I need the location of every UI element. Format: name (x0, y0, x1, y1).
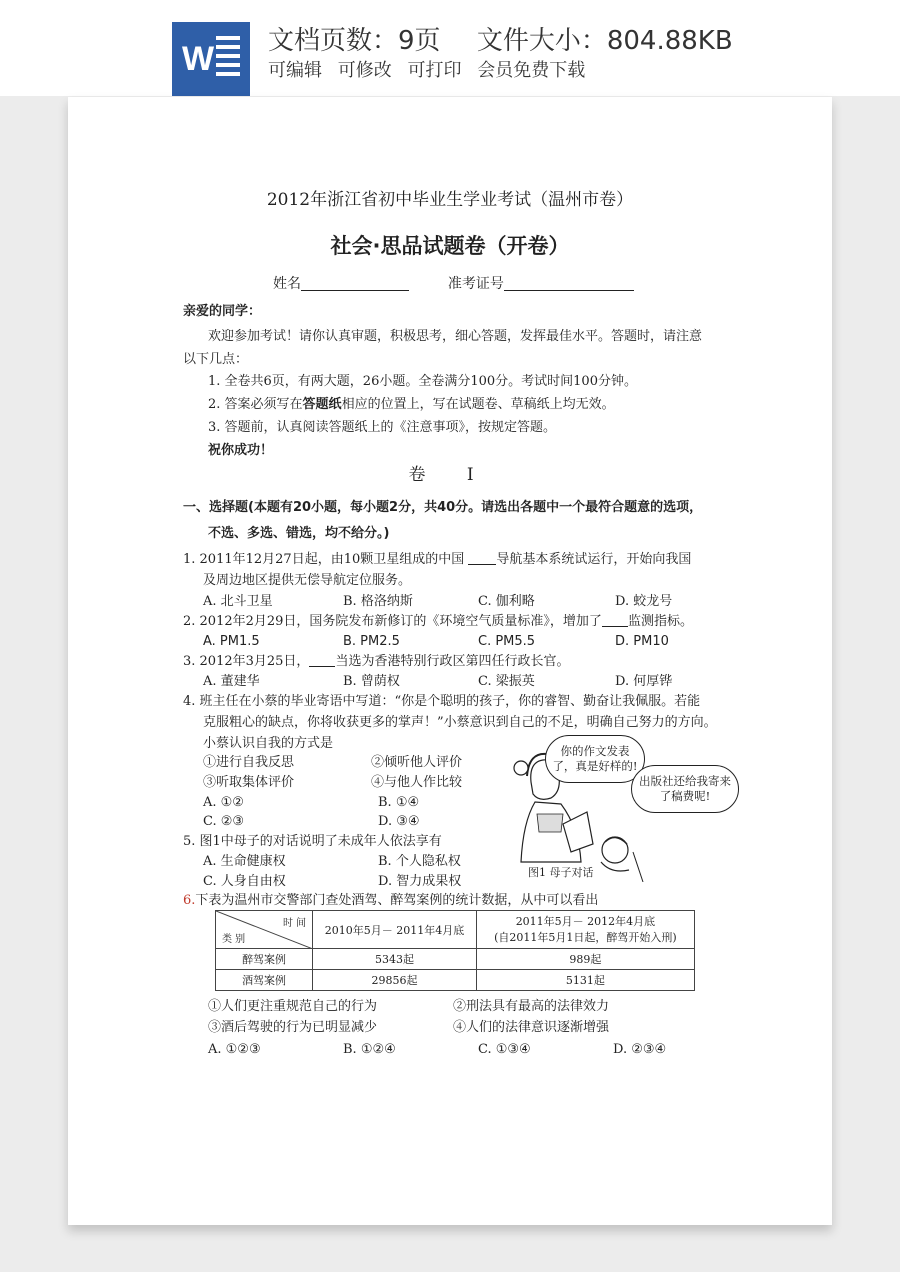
row-label: 醉驾案例 (216, 949, 313, 970)
q4-stem-3: 小蔡认识自我的方式是 (203, 736, 334, 751)
q6-item-4: ④人们的法律意识逐渐增强 (453, 1020, 610, 1035)
file-size: 文件大小：804.88KB (476, 26, 733, 56)
table-col1-header: 2010年5月－ 2011年4月底 (313, 911, 477, 949)
q4-stem-1: 4. 班主任在小蔡的毕业寄语中写道：“你是个聪明的孩子，你的睿智、勤奋让我佩服。若能 (183, 694, 701, 709)
row-value-2: 989起 (476, 949, 694, 970)
table-row (216, 949, 695, 970)
q6-option-a: A. ①②③ (208, 1042, 261, 1057)
q3-blank (309, 654, 335, 667)
feature-printable: 可打印 (407, 60, 462, 81)
speech-bubble-mother: 你的作文发表了，真是好样的! (545, 735, 645, 783)
figure-caption: 图1 母子对话 (528, 866, 594, 879)
q1-text-b: 导航基本系统试运行，开始向我国 (496, 552, 692, 567)
name-blank (301, 276, 409, 291)
feature-editable: 可编辑 (268, 60, 322, 81)
feature-free-download: 会员免费下载 (477, 60, 586, 81)
q4-option-b: B. ①④ (378, 795, 420, 810)
row-value-1: 29856起 (313, 970, 477, 991)
table-row (216, 970, 695, 991)
col2-header-line1: 2011年5月－ 2012年4月底 (515, 914, 656, 928)
q2-option-c: C. PM5.5 (478, 634, 536, 649)
q4-option-c: C. ②③ (203, 814, 245, 829)
q4-item-1: ①进行自我反思 (203, 755, 295, 770)
q4-option-a: A. ①② (203, 795, 244, 810)
corner-category-label: 类 别 (222, 934, 246, 945)
q6-option-c: C. ①③④ (478, 1042, 531, 1057)
q5-option-d: D. 智力成果权 (378, 874, 462, 889)
drunk-driving-table (215, 910, 695, 991)
q2-option-b: B. PM2.5 (343, 634, 400, 649)
section-heading: 卷 Ⅰ (408, 465, 492, 485)
document-page (68, 97, 832, 1225)
page-count: 文档页数：9页 (268, 26, 441, 56)
feature-modifiable: 可修改 (337, 60, 392, 81)
q1-stem (183, 551, 691, 568)
q3-option-b: B. 曾荫权 (343, 674, 400, 689)
q1-option-d: D. 蛟龙号 (615, 594, 673, 609)
q4-item-3: ③听取集体评价 (203, 775, 295, 790)
q2-text-a: 2. 2012年2月29日，国务院发布新修订的《环境空气质量标准》，增加了 (183, 614, 602, 629)
good-luck: 祝你成功！ (208, 443, 274, 458)
q1-option-c: C. 伽利略 (478, 594, 535, 609)
q1-text-a: 1. 2011年12月27日起，由10颗卫星组成的中国 (183, 552, 465, 567)
table-corner-cell (216, 911, 313, 949)
id-blank (504, 276, 634, 291)
part1-instructions-a: 一、选择题(本题有20小题，每小题2分，共40分。请选出各题中一个最符合题意的选项， (183, 500, 703, 515)
q4-item-2: ②倾听他人评价 (371, 755, 463, 770)
row-label: 酒驾案例 (216, 970, 313, 991)
q1-stem-cont: 及周边地区提供无偿导航定位服务。 (203, 573, 412, 588)
note-1: 1. 全卷共6页，有两大题，26小题。全卷满分100分。考试时间100分钟。 (208, 374, 637, 389)
word-document-icon: W (172, 22, 250, 96)
exam-subtitle: 社会·思品试题卷（开卷） (330, 234, 570, 258)
q5-stem: 5. 图1中母子的对话说明了未成年人依法享有 (183, 834, 442, 849)
q3-option-d: D. 何厚铧 (615, 674, 673, 689)
q2-option-d: D. PM10 (615, 634, 669, 649)
q3-option-a: A. 董建华 (203, 674, 260, 689)
greeting: 亲爱的同学： (183, 304, 262, 319)
note-3: 3. 答题前，认真阅读答题纸上的《注意事项》，按规定答题。 (208, 420, 557, 435)
q6-item-3: ③酒后驾驶的行为已明显减少 (208, 1020, 378, 1035)
q2-blank (602, 614, 628, 627)
download-banner (0, 0, 900, 96)
row-value-2: 5131起 (476, 970, 694, 991)
q4-stem-2: 克服粗心的缺点，你将收获更多的掌声！”小蔡意识到自己的不足，明确自己努力的方向。 (203, 715, 717, 730)
q6-stem (183, 892, 598, 909)
note-2 (208, 396, 615, 413)
q1-option-b: B. 格洛纳斯 (343, 594, 413, 609)
exam-title: 2012年浙江省初中毕业生学业考试（温州市卷） (266, 190, 634, 210)
answer-sheet-term: 答题纸 (302, 397, 342, 412)
q2-stem (183, 613, 693, 630)
q3-text-a: 3. 2012年3月25日， (183, 654, 310, 669)
q5-option-c: C. 人身自由权 (203, 874, 286, 889)
q6-option-d: D. ②③④ (613, 1042, 667, 1057)
q4-option-d: D. ③④ (378, 814, 420, 829)
feature-list (268, 56, 595, 82)
q6-text: 下表为温州市交警部门查处酒驾、醉驾案例的统计数据，从中可以看出 (195, 893, 599, 908)
q5-option-a: A. 生命健康权 (203, 854, 286, 869)
q5-option-b: B. 个人隐私权 (378, 854, 461, 869)
q1-option-a: A. 北斗卫星 (203, 594, 273, 609)
id-label: 准考证号 (447, 276, 504, 292)
q6-item-2: ②刑法具有最高的法律效力 (453, 999, 610, 1014)
q6-number: 6. (183, 893, 196, 908)
name-label: 姓名 (273, 276, 301, 292)
part1-instructions-b: 不选、多选、错选，均不给分。) (208, 526, 390, 541)
corner-time-label: 时 间 (282, 918, 307, 929)
candidate-fields (273, 273, 634, 293)
q2-text-b: 监测指标。 (627, 614, 693, 629)
note-2-text-c: 相应的位置上，写在试题卷、草稿纸上均无效。 (341, 397, 615, 412)
intro-line-2: 以下几点： (183, 352, 249, 367)
q3-text-b: 当选为香港特别行政区第四任行政长官。 (335, 654, 570, 669)
speech-bubble-child: 出版社还给我寄来了稿费呢! (631, 765, 739, 813)
q3-option-c: C. 梁振英 (478, 674, 535, 689)
q2-option-a: A. PM1.5 (203, 634, 260, 649)
row-value-1: 5343起 (313, 949, 477, 970)
q3-stem (183, 653, 569, 670)
q6-option-b: B. ①②④ (343, 1042, 396, 1057)
intro-line-1: 欢迎参加考试！请你认真审题，积极思考，细心答题，发挥最佳水平。答题时，请注意 (208, 329, 703, 344)
col2-header-line2: (自2011年5月1日起，醉驾开始入刑) (494, 930, 677, 944)
note-2-text-a: 2. 答案必须写在 (208, 397, 303, 412)
table-col2-header (476, 911, 694, 949)
q6-item-1: ①人们更注重规范自己的行为 (208, 999, 378, 1014)
q4-item-4: ④与他人作比较 (371, 775, 463, 790)
file-info (268, 20, 761, 57)
q1-blank (468, 552, 496, 565)
